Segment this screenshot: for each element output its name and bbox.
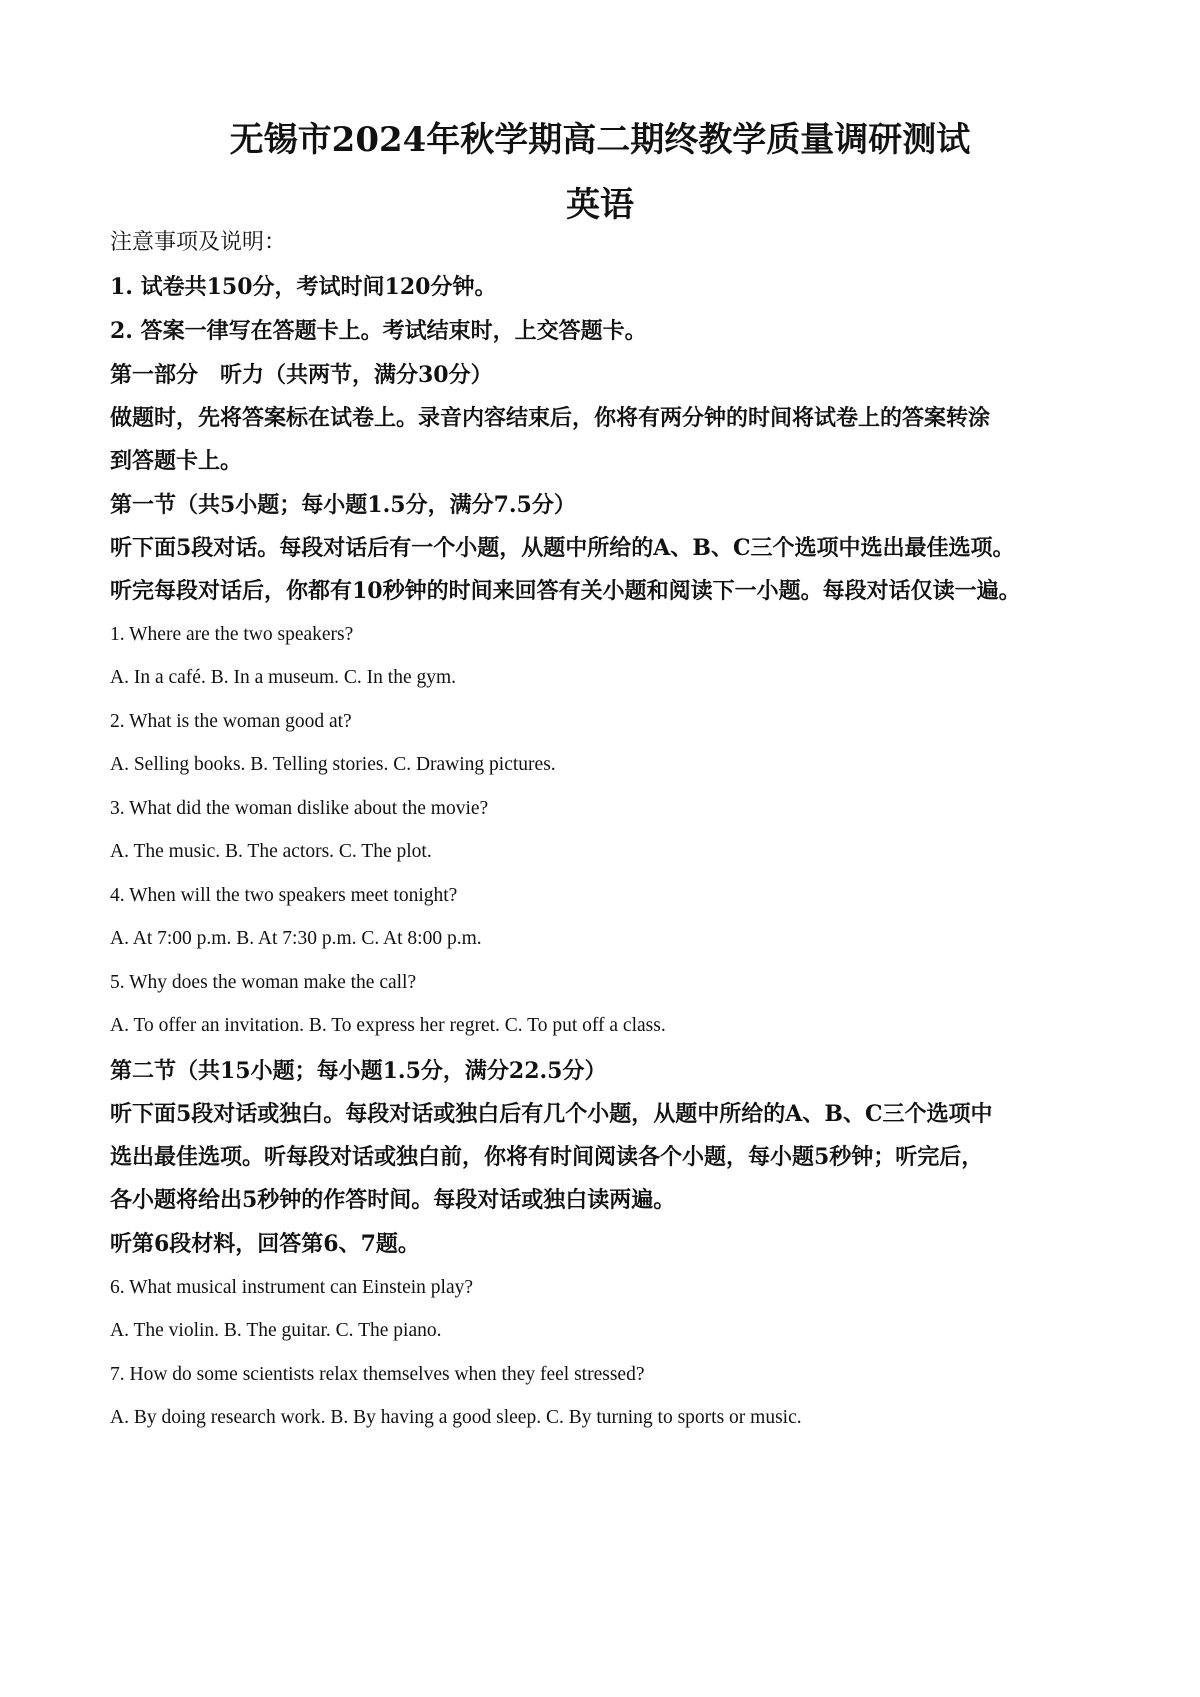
section2-instruction-line-2: 选出最佳选项。听每段对话或独白前，你将有时间阅读各个小题，每小题5秒钟；听完后， — [110, 1144, 984, 1170]
question-4-options: A. At 7:00 p.m. B. At 7:30 p.m. C. At 8:00 p.m. — [110, 928, 482, 949]
part1-instruction-line-2: 到答题卡上。 — [110, 448, 243, 474]
question-3-options: A. The music. B. The actors. C. The plot. — [110, 841, 432, 862]
part1-instruction-line-1: 做题时，先将答案标在试卷上。录音内容结束后，你将有两分钟的时间将试卷上的答案转涂 — [110, 405, 991, 431]
question-1: 1. Where are the two speakers? — [110, 624, 354, 645]
section2-heading: 第二节（共15小题；每小题1.5分，满分22.5分） — [110, 1058, 607, 1084]
notes-item-2: 2. 答案一律写在答题卡上。考试结束时，上交答题卡。 — [110, 318, 647, 344]
notes-item-1: 1. 试卷共150分，考试时间120分钟。 — [110, 274, 497, 300]
question-6: 6. What musical instrument can Einstein play? — [110, 1277, 474, 1298]
section1-heading: 第一节（共5小题；每小题1.5分，满分7.5分） — [110, 492, 576, 518]
question-2-options: A. Selling books. B. Telling stories. C. Drawing pictures. — [110, 754, 556, 775]
question-5-options: A. To offer an invitation. B. To express her regret. C. To put off a class. — [110, 1015, 666, 1036]
exam-subject: 英语 — [566, 185, 634, 225]
question-5: 5. Why does the woman make the call? — [110, 972, 417, 993]
section1-instruction-line-1: 听下面5段对话。每段对话后有一个小题，从题中所给的A、B、C三个选项中选出最佳选项。 — [110, 535, 1015, 561]
question-7-options: A. By doing research work. B. By having a good sleep. C. By turning to sports or music. — [110, 1407, 802, 1428]
section2-instruction-line-1: 听下面5段对话或独白。每段对话或独白后有几个小题，从题中所给的A、B、C三个选项中 — [110, 1101, 993, 1127]
part1-heading: 第一部分 听力（共两节，满分30分） — [110, 362, 493, 388]
section1-instruction-line-2: 听完每段对话后，你都有10秒钟的时间来回答有关小题和阅读下一小题。每段对话仅读一遍。 — [110, 578, 1021, 604]
question-6-options: A. The violin. B. The guitar. C. The piano. — [110, 1320, 442, 1341]
exam-title: 无锡市2024年秋学期高二期终教学质量调研测试 — [229, 120, 971, 160]
question-7: 7. How do some scientists relax themselves when they feel stressed? — [110, 1364, 645, 1385]
notes-heading: 注意事项及说明： — [110, 230, 287, 255]
section2-instruction-line-3: 各小题将给出5秒钟的作答时间。每段对话或独白读两遍。 — [110, 1187, 676, 1213]
question-2: 2. What is the woman good at? — [110, 711, 352, 732]
question-1-options: A. In a café. B. In a museum. C. In the gym. — [110, 667, 457, 688]
material-6-heading: 听第6段材料，回答第6、7题。 — [110, 1231, 420, 1257]
question-4: 4. When will the two speakers meet tonight? — [110, 885, 458, 906]
question-3: 3. What did the woman dislike about the movie? — [110, 798, 489, 819]
